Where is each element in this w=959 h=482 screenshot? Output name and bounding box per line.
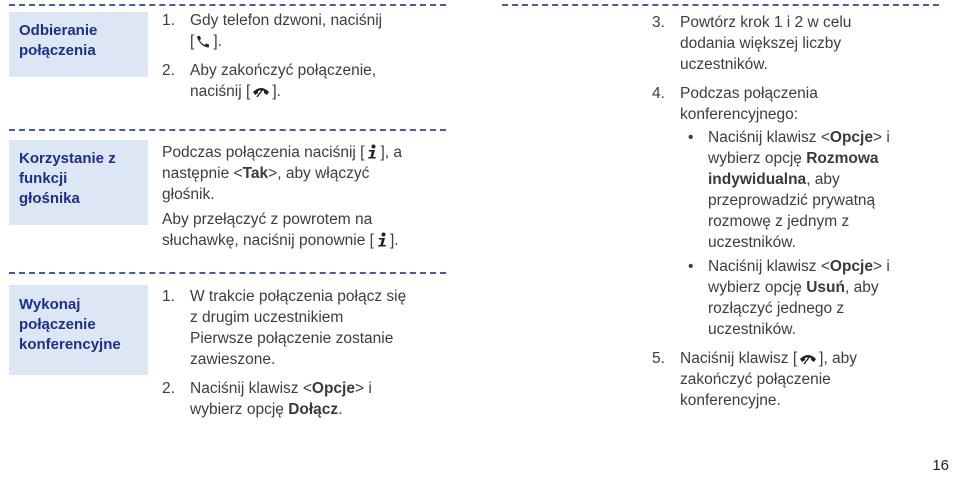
conference-steps-left [162, 286, 452, 420]
bullet-list [680, 127, 952, 340]
step-line: W trakcie połączenia połącz się [190, 288, 407, 305]
text-fragment: Naciśnij klawisz [ [680, 350, 798, 367]
text-fragment: Podczas połączenia naciśnij [ [162, 144, 365, 161]
step-number: 1. [162, 288, 175, 305]
text-fragment: . [338, 401, 343, 418]
text-fragment: > i [872, 258, 890, 275]
step-2 [162, 378, 452, 420]
bullet-marker: • [688, 258, 694, 275]
step-line: z drugim uczestnikiem [190, 309, 344, 326]
label-line: Odbieranie [19, 22, 98, 39]
label-line: połączenia [19, 42, 96, 59]
step-line: konferencyjnego: [680, 106, 799, 123]
step-1 [162, 10, 447, 52]
info-key-icon [366, 144, 378, 159]
text-line [162, 230, 452, 251]
text-fragment: , aby [806, 171, 840, 188]
text-fragment: wybierz opcję [708, 150, 807, 167]
text-fragment: , aby [844, 279, 879, 296]
call-key-icon [196, 35, 211, 48]
section-label-conference [9, 285, 148, 375]
step-5 [652, 348, 952, 411]
end-key-icon [252, 85, 270, 98]
step-number: 2. [162, 380, 175, 397]
text-line: głośnik. [162, 186, 215, 203]
label-line: głośnika [19, 190, 80, 207]
separator-top-left [9, 4, 446, 6]
step-line: zakończyć połączenie [680, 371, 831, 388]
text-fragment: Naciśnij klawisz < [708, 258, 830, 275]
separator-speaker [9, 129, 446, 131]
option-dolacz: Dołącz [288, 401, 339, 418]
text-fragment: słuchawkę, naciśnij ponownie [ [162, 232, 374, 249]
bullet-line [708, 277, 952, 298]
text-fragment: ]. [213, 33, 222, 50]
bullet-line: przeprowadzić prywatną [708, 192, 876, 209]
bullet-line: uczestników. [708, 321, 796, 338]
option-usun: Usuń [806, 279, 845, 296]
label-line: konferencyjne [19, 336, 121, 353]
section-label-answer [9, 12, 148, 77]
info-key-icon [376, 232, 388, 247]
text-line [162, 163, 452, 184]
option-indywidualna: indywidualna [708, 171, 807, 188]
bullet-line [708, 148, 952, 169]
step-line [190, 81, 447, 102]
end-key-icon [799, 352, 817, 365]
key-label-opcje: Opcje [829, 129, 873, 146]
text-fragment: ]. [272, 83, 281, 100]
text-fragment: [ [190, 33, 195, 50]
step-3 [652, 12, 952, 75]
step-line [190, 378, 452, 399]
text-line: Aby przełączyć z powrotem na [162, 211, 373, 228]
text-fragment: ], a [380, 144, 403, 161]
text-fragment: ]. [389, 232, 399, 249]
step-2 [162, 60, 447, 102]
text-fragment: Naciśnij klawisz < [708, 129, 830, 146]
text-fragment: >, aby włączyć [268, 165, 370, 182]
text-fragment: wybierz opcję [708, 279, 807, 296]
step-line: uczestników. [680, 56, 768, 73]
step-line: Powtórz krok 1 i 2 w celu [680, 14, 852, 31]
step-line: konferencyjne. [680, 392, 781, 409]
option-rozmowa: Rozmowa [806, 150, 879, 167]
label-line: Korzystanie z [19, 150, 116, 167]
bullet-item [680, 256, 952, 340]
bullet-line [708, 169, 952, 190]
bullet-marker: • [688, 129, 694, 146]
separator-conference [9, 272, 446, 274]
step-number: 4. [652, 85, 665, 102]
bullet-line: rozłączyć jednego z [708, 300, 845, 317]
key-label-tak: Tak [242, 165, 269, 182]
step-number: 1. [162, 12, 175, 29]
step-line: Pierwsze połączenie zostanie [190, 330, 394, 347]
text-line [162, 142, 452, 163]
label-line: Wykonaj [19, 296, 81, 313]
text-fragment: następnie < [162, 165, 243, 182]
key-label-opcje: Opcje [311, 380, 355, 397]
step-number: 3. [652, 14, 665, 31]
step-number: 2. [162, 62, 175, 79]
label-line: połączenie [19, 316, 96, 333]
bullet-line: uczestników. [708, 234, 796, 251]
step-line: Podczas połączenia [680, 85, 818, 102]
step-number: 5. [652, 350, 665, 367]
step-line: dodania większej liczby [680, 35, 842, 52]
text-fragment: ], aby [819, 350, 858, 367]
bullet-item [680, 127, 952, 253]
bullet-line: rozmowę z jednym z [708, 213, 850, 230]
text-fragment: Naciśnij klawisz < [190, 380, 312, 397]
bullet-line [708, 256, 952, 277]
conference-steps-right [652, 12, 952, 411]
bullet-line [708, 127, 952, 148]
page-number: 16 [932, 457, 949, 474]
step-line [680, 348, 952, 369]
section-label-speaker [9, 140, 148, 225]
text-fragment: > i [872, 129, 890, 146]
step-line [190, 399, 452, 420]
step-line: zawieszone. [190, 351, 276, 368]
step-4 [652, 83, 952, 340]
separator-top-right [502, 4, 939, 6]
step-line: Gdy telefon dzwoni, naciśnij [190, 12, 383, 29]
label-line: funkcji [19, 170, 68, 187]
text-fragment: wybierz opcję [190, 401, 289, 418]
speaker-text [162, 142, 452, 251]
step-1 [162, 286, 452, 370]
answer-steps [162, 10, 447, 102]
step-line: Aby zakończyć połączenie, [190, 62, 377, 79]
step-line [190, 31, 447, 52]
key-label-opcje: Opcje [829, 258, 873, 275]
text-fragment: > i [354, 380, 372, 397]
text-fragment: naciśnij [ [190, 83, 251, 100]
